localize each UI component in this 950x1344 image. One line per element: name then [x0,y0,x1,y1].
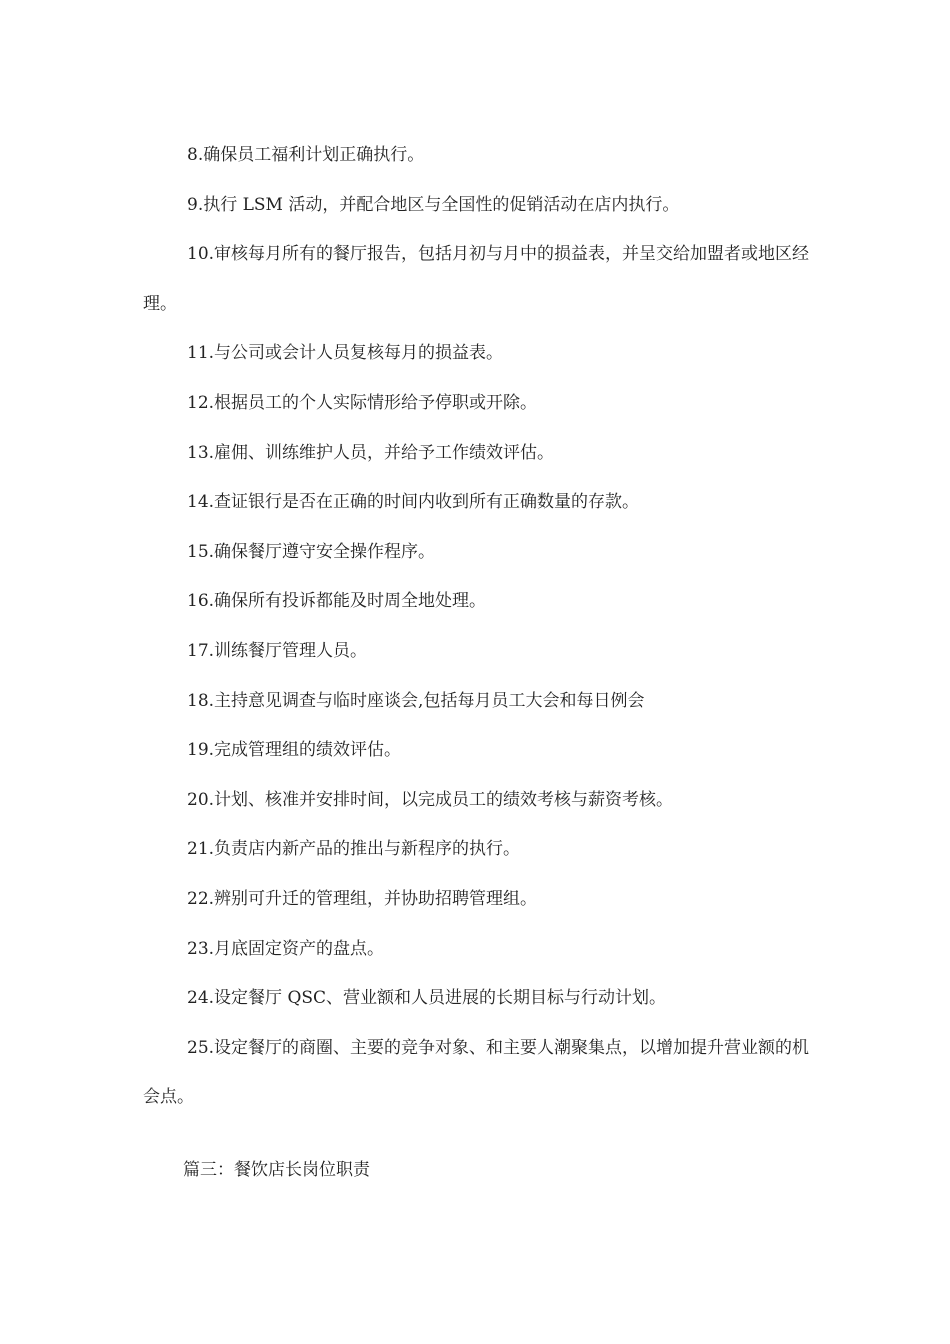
list-item: 18.主持意见调查与临时座谈会,包括每月员工大会和每日例会 [187,690,645,711]
list-item: 25.设定餐厅的商圈、主要的竞争对象、和主要人潮聚集点，以增加提升营业额的机会点。 [143,1037,810,1108]
list-item: 13.雇佣、训练维护人员，并给予工作绩效评估。 [187,442,555,463]
list-item: 10.审核每月所有的餐厅报告，包括月初与月中的损益表，并呈交给加盟者或地区经理。 [143,244,810,314]
list-item: 22.辨别可升迁的管理组，并协助招聘管理组。 [187,888,538,909]
list-item: 21.负责店内新产品的推出与新程序的执行。 [187,839,521,860]
list-item: 12.根据员工的个人实际情形给予停职或开除。 [187,392,538,413]
list-item: 11.与公司或会计人员复核每月的损益表。 [187,343,504,364]
list-item: 9.执行 LSM 活动，并配合地区与全国性的促销活动在店内执行。 [187,194,680,215]
section-title: 篇三：餐饮店长岗位职责 [183,1160,370,1180]
list-item: 19.完成管理组的绩效评估。 [187,740,402,761]
list-item: 23.月底固定资产的盘点。 [187,938,385,959]
duty-list [143,131,813,1123]
list-item: 15.确保餐厅遵守安全操作程序。 [187,541,436,562]
list-item: 14.查证银行是否在正确的时间内收到所有正确数量的存款。 [187,492,640,513]
list-item: 16.确保所有投诉都能及时周全地处理。 [187,591,487,612]
list-item: 17.训练餐厅管理人员。 [187,640,368,661]
list-item: 24.设定餐厅 QSC、营业额和人员进展的长期目标与行动计划。 [187,988,667,1009]
list-item: 20.计划、核准并安排时间，以完成员工的绩效考核与薪资考核。 [187,789,674,810]
list-item: 8.确保员工福利计划正确执行。 [187,145,425,165]
